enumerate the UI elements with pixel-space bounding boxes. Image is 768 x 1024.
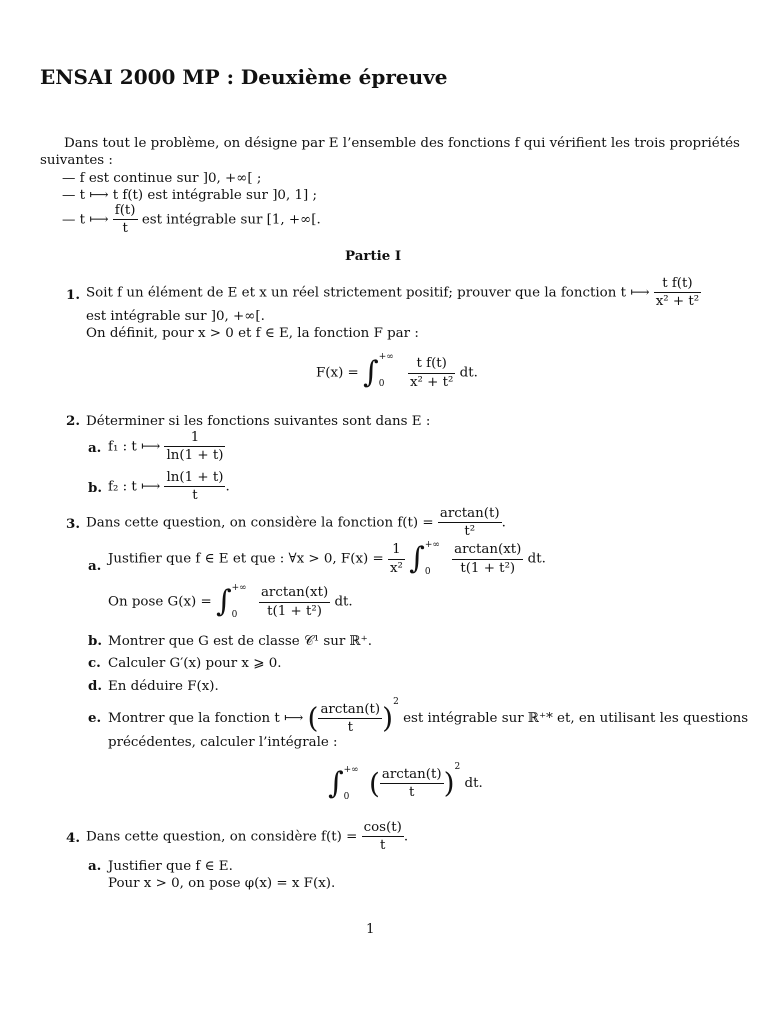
- equation-lhs: F(x) =: [316, 365, 359, 381]
- question-4a-line-2: Pour x > 0, on pose φ(x) = x F(x).: [108, 876, 336, 891]
- question-1-fraction: [654, 276, 701, 310]
- fraction-numerator: arctan(t): [320, 701, 381, 717]
- question-3e-line-2: précédentes, calculer l’intégrale :: [108, 735, 338, 750]
- fraction-numerator: t f(t): [416, 356, 447, 372]
- question-1-line-3: On définit, pour x > 0 et f ∈ E, la fonction F par :: [86, 326, 419, 341]
- integral-limits: [379, 353, 394, 389]
- fraction-denominator: x² + t²: [410, 374, 454, 390]
- question-2b-expression: [108, 470, 230, 504]
- question-4-fraction: [362, 820, 404, 854]
- fraction-denominator: x²: [389, 560, 403, 576]
- function-f1-prefix: f₁ : t ⟼: [108, 439, 161, 455]
- integral-sign: ∫: [328, 765, 344, 801]
- intro-line-1: Dans tout le problème, on désigne par E l’ensemble des fonctions f qui vérifient les trois propriétés: [64, 136, 740, 151]
- fraction-numerator: t f(t): [662, 276, 693, 291]
- fraction-numerator: cos(t): [363, 820, 402, 835]
- integral-lower-limit: 0: [378, 379, 385, 389]
- equation-3e-integral: [328, 762, 483, 802]
- integral-sign: ∫: [409, 541, 425, 576]
- question-4-text: Dans cette question, on considère f(t) =: [86, 829, 358, 845]
- fraction-denominator: t²: [438, 522, 502, 539]
- question-1-text: Soit f un élément de E et x un réel strictement positif; prouver que la fonction t ⟼: [86, 285, 650, 301]
- function-f2-fraction: [164, 470, 225, 504]
- integral-upper-limit: +∞: [231, 583, 247, 593]
- differential: dt.: [464, 776, 483, 791]
- fraction-numerator: arctan(t): [439, 506, 500, 521]
- integral-lower-limit: 0: [424, 567, 431, 577]
- question-2b-label: b.: [88, 480, 103, 496]
- question-3a-text: Justifier que f ∈ E et que : ∀x > 0, F(x) =: [108, 551, 384, 567]
- coefficient-fraction: [388, 542, 405, 576]
- integral-upper-limit: +∞: [378, 352, 394, 362]
- question-4a-label: a.: [88, 858, 102, 874]
- integral-limits: [344, 766, 359, 802]
- integral-limits: [232, 584, 247, 620]
- question-2a-label: a.: [88, 440, 102, 456]
- question-3a-label: a.: [88, 558, 102, 574]
- differential: dt.: [459, 365, 478, 381]
- fraction-denominator: t(1 + t²): [452, 559, 523, 576]
- page-title: ENSAI 2000 MP : Deuxième épreuve: [40, 65, 448, 89]
- section-heading: Partie I: [345, 248, 402, 264]
- punctuation: .: [403, 829, 409, 845]
- fraction-denominator: t: [113, 219, 138, 236]
- question-3-fraction: [438, 506, 502, 540]
- fraction-numerator: 1: [392, 542, 401, 558]
- integral-upper-limit: +∞: [343, 764, 359, 775]
- question-2-number: 2.: [66, 413, 80, 429]
- function-f2-prefix: f₂ : t ⟼: [108, 479, 161, 495]
- integral-sign: ∫: [363, 355, 379, 390]
- question-4-number: 4.: [66, 830, 80, 846]
- fraction-denominator: t: [164, 486, 225, 503]
- question-4a-text: Justifier que f ∈ E.: [108, 859, 233, 874]
- question-3b-text: Montrer que G est de classe 𝒞¹ sur ℝ⁺.: [108, 634, 372, 649]
- fraction-numerator: arctan(t): [381, 766, 442, 782]
- fraction-numerator: f(t): [114, 203, 136, 218]
- integrand-fraction: [408, 356, 455, 390]
- punctuation: .: [501, 515, 506, 531]
- property-3-prefix: — t ⟼: [62, 212, 109, 228]
- fraction-denominator: t(1 + t²): [259, 602, 330, 619]
- question-3-number: 3.: [66, 516, 80, 532]
- question-3e-label: e.: [88, 710, 102, 726]
- fraction-denominator: t: [362, 836, 404, 853]
- property-3: [62, 203, 321, 237]
- function-f1-fraction: [164, 430, 225, 464]
- fraction-numerator: ln(1 + t): [166, 470, 224, 485]
- integral-lower-limit: 0: [343, 791, 350, 802]
- question-3e-prefix: Montrer que la fonction t ⟼: [108, 711, 304, 726]
- exponent: 2: [393, 697, 399, 707]
- question-3c-label: c.: [88, 655, 101, 671]
- question-3d-text: En déduire F(x).: [108, 679, 219, 694]
- question-3-statement: [86, 506, 506, 540]
- exponent: 2: [454, 762, 461, 772]
- left-parenthesis: (: [368, 766, 380, 800]
- equation-lhs: On pose G(x) =: [108, 594, 212, 610]
- right-parenthesis: ): [443, 766, 455, 800]
- question-2-text: Déterminer si les fonctions suivantes sont dans E :: [86, 414, 431, 429]
- question-3b-label: b.: [88, 633, 103, 649]
- equation-G-definition: [108, 584, 353, 620]
- differential: dt.: [527, 551, 546, 567]
- property-2: — t ⟼ t f(t) est intégrable sur ]0, 1] ;: [62, 188, 317, 203]
- question-3d-label: d.: [88, 678, 103, 694]
- integral-sign: ∫: [215, 584, 232, 619]
- fraction-denominator: t: [380, 783, 444, 800]
- question-3e-fraction: [318, 702, 382, 736]
- question-3-text: Dans cette question, on considère la fonction f(t) =: [86, 515, 434, 531]
- question-1-statement: [86, 276, 701, 310]
- question-1-number: 1.: [66, 287, 80, 303]
- differential: dt.: [334, 594, 353, 610]
- equation-F-definition: [316, 352, 478, 391]
- fraction-denominator: t: [318, 718, 382, 735]
- integrand-fraction: [380, 767, 444, 801]
- integrand-fraction: [452, 542, 523, 576]
- integrand-fraction: [259, 585, 330, 619]
- punctuation: .: [225, 479, 230, 495]
- fraction-numerator: 1: [190, 430, 200, 445]
- right-parenthesis: ): [382, 701, 394, 735]
- question-4-statement: [86, 820, 408, 854]
- integral-upper-limit: +∞: [424, 540, 440, 550]
- intro-line-2: suivantes :: [40, 153, 113, 168]
- question-1-line-2: est intégrable sur ]0, +∞[.: [86, 309, 265, 324]
- integral-limits: [425, 541, 440, 577]
- left-parenthesis: (: [307, 701, 319, 735]
- question-3c-text: Calculer G′(x) pour x ⩾ 0.: [108, 656, 282, 671]
- integral-lower-limit: 0: [231, 610, 238, 620]
- page-number: 1: [366, 922, 375, 937]
- property-3-suffix: est intégrable sur [1, +∞[.: [141, 212, 321, 228]
- fraction-denominator: ln(1 + t): [166, 448, 224, 464]
- property-1: — f est continue sur ]0, +∞[ ;: [62, 171, 262, 186]
- question-3e-statement: [108, 697, 748, 735]
- question-3e-suffix: est intégrable sur ℝ⁺* et, en utilisant les questions: [403, 711, 749, 726]
- fraction-numerator: arctan(xt): [260, 585, 329, 601]
- property-3-fraction: [113, 203, 138, 237]
- fraction-numerator: arctan(xt): [454, 542, 522, 558]
- question-2a-expression: [108, 430, 225, 464]
- fraction-denominator: x² + t²: [655, 294, 700, 310]
- question-3a-expression: [108, 541, 546, 577]
